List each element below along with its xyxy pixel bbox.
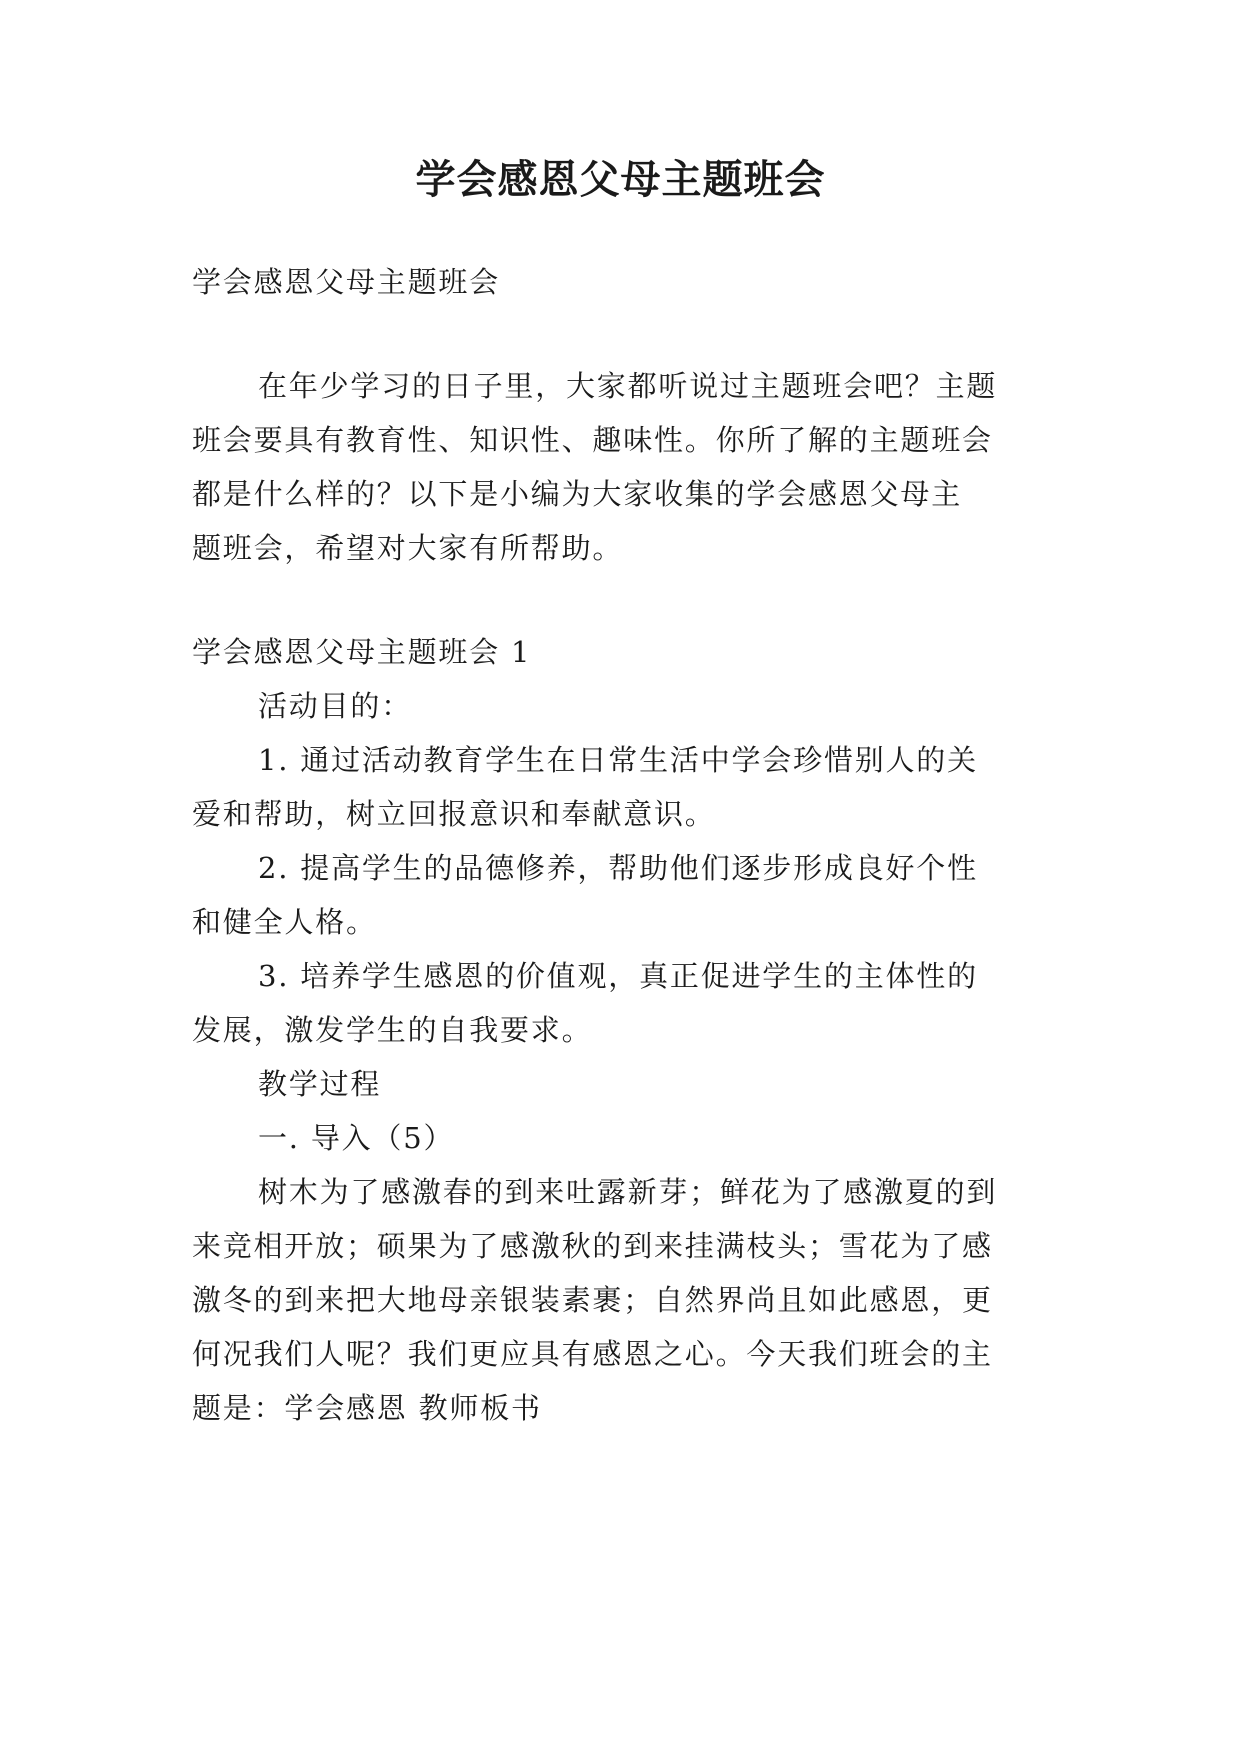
document-title: 学会感恩父母主题班会 xyxy=(415,156,826,203)
goal-1-line-2: 爱和帮助，树立回报意识和奉献意识。 xyxy=(192,797,716,831)
intro-line: 在年少学习的日子里，大家都听说过主题班会吧？主题 xyxy=(258,369,998,403)
step-one-label: 一. 导入（5） xyxy=(258,1121,455,1155)
paragraph-line: 题是：学会感恩 教师板书 xyxy=(192,1391,542,1425)
goal-3-line-1: 3. 培养学生感恩的价值观，真正促进学生的主体性的 xyxy=(258,959,978,993)
document-subtitle: 学会感恩父母主题班会 xyxy=(192,265,501,299)
activity-goal-label: 活动目的： xyxy=(258,689,413,723)
paragraph-line: 来竞相开放；硕果为了感激秋的到来挂满枝头；雪花为了感 xyxy=(192,1229,993,1263)
goal-1-line-1: 1. 通过活动教育学生在日常生活中学会珍惜别人的关 xyxy=(258,743,978,777)
paragraph-line: 激冬的到来把大地母亲银装素裹；自然界尚且如此感恩，更 xyxy=(192,1283,993,1317)
goal-2-line-2: 和健全人格。 xyxy=(192,905,377,939)
paragraph-line: 何况我们人呢？我们更应具有感恩之心。今天我们班会的主 xyxy=(192,1337,993,1371)
intro-line: 都是什么样的？以下是小编为大家收集的学会感恩父母主 xyxy=(192,477,963,511)
paragraph-line: 树木为了感激春的到来吐露新芽；鲜花为了感激夏的到 xyxy=(258,1175,998,1209)
process-label: 教学过程 xyxy=(258,1067,382,1101)
goal-2-line-1: 2. 提高学生的品德修养，帮助他们逐步形成良好个性 xyxy=(258,851,978,885)
intro-line: 题班会，希望对大家有所帮助。 xyxy=(192,531,624,565)
section-heading: 学会感恩父母主题班会 1 xyxy=(192,635,532,669)
intro-line: 班会要具有教育性、知识性、趣味性。你所了解的主题班会 xyxy=(192,423,993,457)
goal-3-line-2: 发展，激发学生的自我要求。 xyxy=(192,1013,593,1047)
